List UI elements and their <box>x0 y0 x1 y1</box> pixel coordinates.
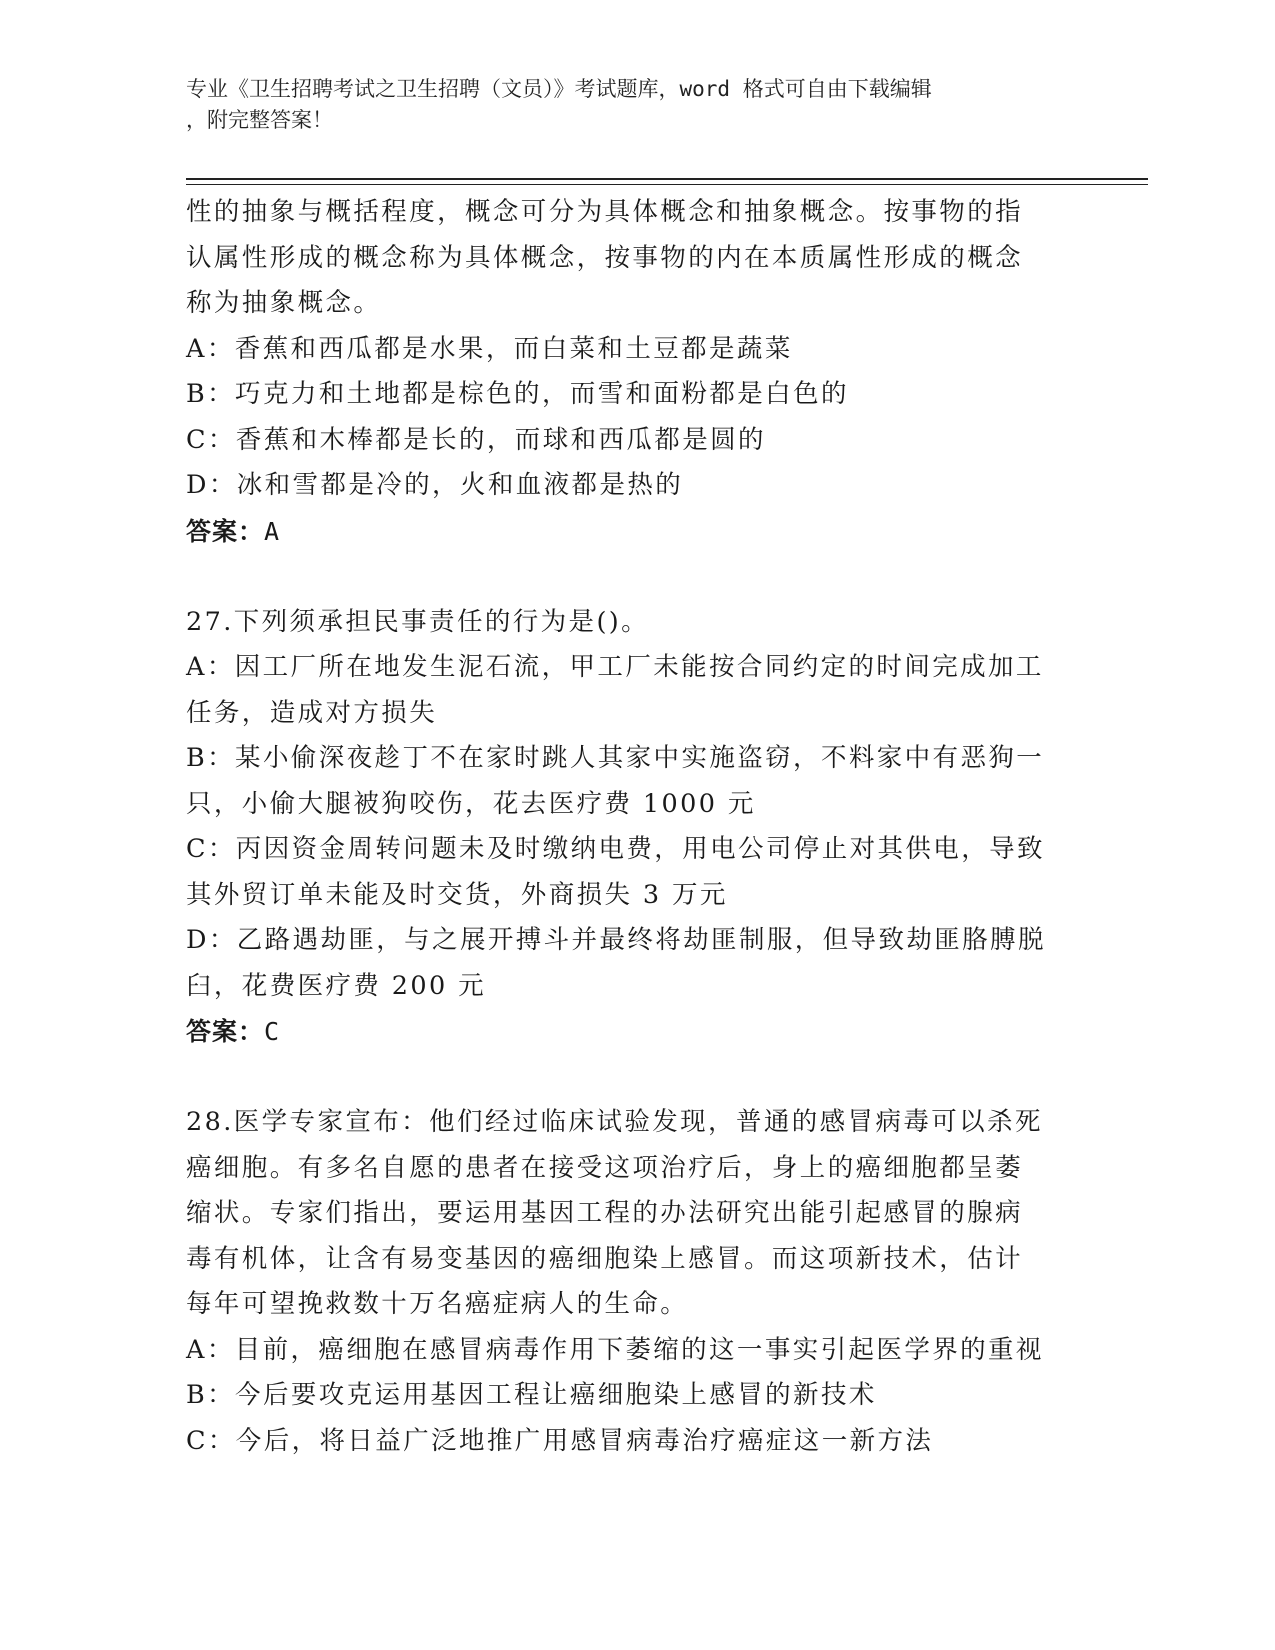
option-b-cont: 只，小偷大腿被狗咬伤，花去医疗费 1000 元 <box>186 788 756 819</box>
question-stem: 27.下列须承担民事责任的行为是()。 <box>186 606 650 637</box>
answer-label: 答案： <box>186 516 265 546</box>
option-a-cont: 任务，造成对方损失 <box>186 697 438 728</box>
option-b: B：巧克力和土地都是棕色的，而雪和面粉都是白色的 <box>186 379 849 409</box>
option-b: B：某小偷深夜趁丁不在家时跳人其家中实施盗窃，不料家中有恶狗一 <box>186 743 1045 773</box>
option-c-cont: 其外贸订单未能及时交货，外商损失 3 万元 <box>186 879 728 910</box>
spacer <box>186 554 1086 600</box>
answer-value: A <box>264 516 281 546</box>
option-a: A：香蕉和西瓜都是水果，而白菜和土豆都是蔬菜 <box>186 333 793 364</box>
option-c: C：丙因资金周转问题未及时缴纳电费，用电公司停止对其供电，导致 <box>186 834 1045 864</box>
page-body <box>186 190 1086 1464</box>
option-c: C：香蕉和木棒都是长的，而球和西瓜都是圆的 <box>186 424 766 455</box>
question-stem-line: 每年可望挽救数十万名癌症病人的生命。 <box>186 1289 689 1319</box>
answer-line <box>186 1009 1086 1055</box>
question-text-line: 认属性形成的概念称为具体概念，按事物的内在本质属性形成的概念 <box>186 242 1024 273</box>
question-stem-line: 缩状。专家们指出，要运用基因工程的办法研究出能引起感冒的腺病 <box>186 1198 1024 1228</box>
question-27 <box>186 600 1086 1055</box>
question-stem-line: 28.医学专家宣布：他们经过临床试验发现，普通的感冒病毒可以杀死 <box>186 1107 1043 1137</box>
question-28 <box>186 1100 1086 1464</box>
option-c: C：今后，将日益广泛地推广用感冒病毒治疗癌症这一新方法 <box>186 1425 934 1456</box>
question-text-line: 性的抽象与概括程度，概念可分为具体概念和抽象概念。按事物的指 <box>186 197 1024 227</box>
header-rule-thick <box>186 178 1148 180</box>
question-stem-line: 癌细胞。有多名自愿的患者在接受这项治疗后，身上的癌细胞都呈萎 <box>186 1152 1024 1183</box>
question-stem-line: 毒有机体，让含有易变基因的癌细胞染上感冒。而这项新技术，估计 <box>186 1243 1024 1274</box>
question-26 <box>186 190 1086 554</box>
answer-value: C <box>264 1017 281 1046</box>
option-d: D：乙路遇劫匪，与之展开搏斗并最终将劫匪制服，但导致劫匪胳膊脱 <box>186 925 1046 955</box>
option-a: A：因工厂所在地发生泥石流，甲工厂未能按合同约定的时间完成加工 <box>186 652 1044 682</box>
header-rule-thin <box>186 184 1148 185</box>
spacer <box>186 1055 1086 1101</box>
page-header <box>186 74 1066 136</box>
question-text-line: 称为抽象概念。 <box>186 288 382 318</box>
answer-label: 答案： <box>186 1017 265 1046</box>
header-line-1: 专业《卫生招聘考试之卫生招聘（文员）》考试题库，word 格式可自由下载编辑 <box>186 77 932 101</box>
option-d: D：冰和雪都是冷的，火和血液都是热的 <box>186 470 684 500</box>
option-b: B：今后要攻克运用基因工程让癌细胞染上感冒的新技术 <box>186 1380 877 1410</box>
header-line-2: ，附完整答案！ <box>186 108 333 132</box>
answer-line <box>186 509 1086 555</box>
option-d-cont: 臼，花费医疗费 200 元 <box>186 970 487 1001</box>
option-a: A：目前，癌细胞在感冒病毒作用下萎缩的这一事实引起医学界的重视 <box>186 1334 1044 1365</box>
